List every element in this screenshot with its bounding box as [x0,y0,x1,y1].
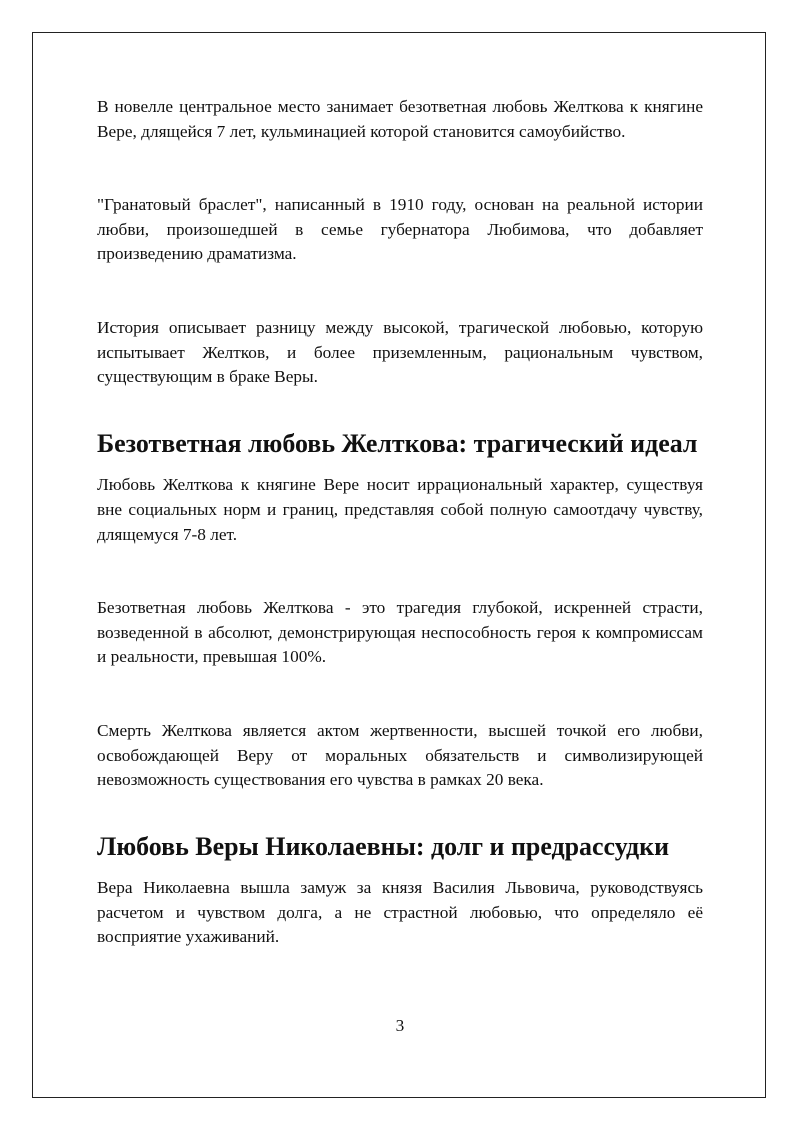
paragraph-death-as-sacrifice: Смерть Желткова является актом жертвенности, высшей точкой его любви, освобождающей Веру от моральных обязательств и символизирующей невозможность существования его чувства в рамках 20 века. [97,720,703,790]
paragraph-vera-marriage: Вера Николаевна вышла замуж за князя Василия Львовича, руководствуясь расчетом и чувством долга, а не страстной любовью, что определяло её восприятие ухаживаний. [97,878,703,947]
paragraph-garnet-bracelet-origin: "Гранатовый браслет", написанный в 1910 году, основан на реальной истории любви, произошедшей в семье губернатора Любимова, что добавляет произведению драматизма. [97,195,703,264]
paragraph-novel-central-theme: В новелле центральное место занимает безответная любовь Желткова к княгине Вере, длящейся 7 лет, кульминацией которой становится самоубийство. [97,97,703,141]
page-content [97,95,703,950]
section-heading-zheltkov-love: Безответная любовь Желткова: трагический идеал [97,428,698,458]
page-number: 3 [395,1016,405,1035]
section-heading-vera-love: Любовь Веры Николаевны: долг и предрассудки [97,831,670,861]
document-page [32,32,766,1098]
paragraph-irrational-love: Любовь Желткова к княгине Вере носит иррациональный характер, существуя вне социальных норм и границ, представляя собой полную самоотдачу чувству, длящемуся 7-8 лет. [97,475,703,544]
paragraph-tragedy-of-passion: Безответная любовь Желткова - это трагедия глубокой, искренней страсти, возведенной в абсолют, демонстрирующая неспособность героя к компромиссам и реальности, превышая 100%. [97,598,703,667]
paragraph-love-contrast: История описывает разницу между высокой, трагической любовью, которую испытывает Желтков, и более приземленным, рациональным чувством, существующим в браке Веры. [97,317,703,387]
